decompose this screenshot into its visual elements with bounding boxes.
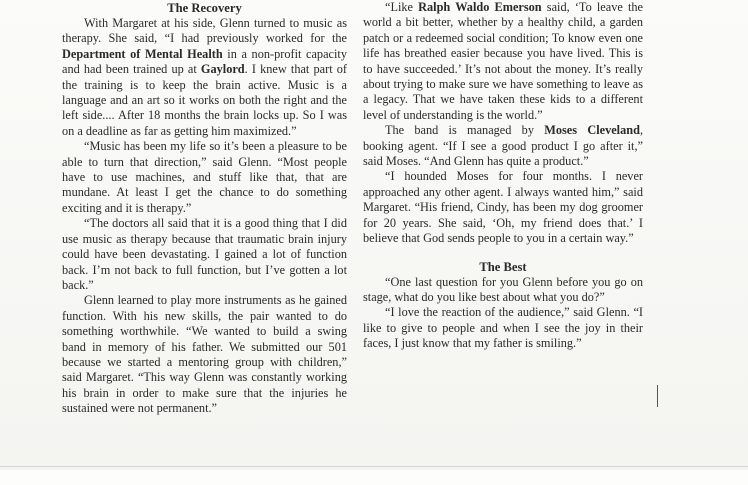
text-run: The band is managed by — [385, 123, 545, 138]
page-bottom-margin — [0, 470, 748, 485]
text-run: “Music has been my life so it’s been a pleasure to be able to turn that direction,” said Glenn. “Most people have to use machines, and stuff like that, that are mundane. At least I get the chance to do something exciting and it is therapy.” — [62, 139, 347, 215]
right-column — [363, 0, 643, 352]
text-run: . I knew that part of the training is to keep the brain active. Music is a language and an art so it works on both the right and the left side.... After 18 months the brain locks up. So I was on a deadline as far as getting him maximized.” — [62, 62, 347, 138]
text-run: , booking agent. “If I see a good product I go after it,” said Moses. “And Glenn has quite a product.” — [363, 123, 644, 169]
paragraph — [62, 16, 347, 139]
paragraph — [363, 275, 643, 306]
section-heading-the-best: The Best — [479, 259, 527, 274]
bold-name: Gaylord — [200, 62, 245, 77]
bold-name: Moses Cleveland — [544, 123, 640, 138]
bold-name: Ralph Waldo Emerson — [418, 0, 542, 14]
text-run: “The doctors all said that it is a good thing that I did use music as therapy because that traumatic brain injury could have been devastating. I gained a lot of function back. I’m not back to full function, but I’ve gotten a lot back.” — [62, 216, 347, 292]
page-edge — [0, 466, 748, 467]
text-run: “One last question for you Glenn before you go on stage, what do you like best about what you do?” — [363, 274, 643, 304]
text-run: in a non-profit capacity and had been trained up at — [62, 46, 347, 77]
paragraph — [62, 293, 347, 416]
paragraph — [363, 0, 643, 123]
paragraph — [363, 123, 643, 169]
section-heading-recovery: The Recovery — [167, 1, 242, 15]
bold-name: Department of Mental Health — [62, 46, 223, 61]
text-run: Glenn learned to play more instruments as he gained function. With his new skills, the pair wanted to do something worthwhile. “We wanted to build a swing band in memory of his father. We submitted our 501 because we started a mentoring group with children,” said Margaret. “This way Glenn was constantly working his brain in order to make sure that the injuries he sustained were not permanent.” — [62, 293, 347, 416]
text-run: “I love the reaction of the audience,” said Glenn. “I like to give to people and when I see the joy in their faces, I just know that my father is smiling.” — [363, 305, 643, 351]
paragraph — [62, 139, 347, 216]
paragraph — [363, 305, 643, 351]
paragraph — [62, 216, 347, 293]
text-run: “Like — [385, 0, 419, 14]
paragraph — [363, 169, 643, 246]
text-run: said, ‘To leave the world a bit better, whether by a healthy child, a garden patch or a redeemed social condition; To know even one life has breathed easier because you have lived. This is to have succeeded.’ It’s not about the money. It’s really about trying to make sure we have something to leave as a legacy. That we have taken these kids to a different level of understanding is the world.” — [363, 0, 643, 122]
text-run: “I hounded Moses for four months. I never approached any other agent. I always wanted him,” said Margaret. “His friend, Cindy, has been my dog groomer for 20 years. She said, ‘Oh, my friend does that.’ I believe that God sends people to you in a certain way.” — [363, 169, 643, 246]
text-run: With Margaret at his side, Glenn turned to music as therapy. She said, “I had previously worked for the — [62, 16, 347, 46]
left-column — [62, 0, 347, 417]
margin-pen-mark — [657, 385, 658, 407]
